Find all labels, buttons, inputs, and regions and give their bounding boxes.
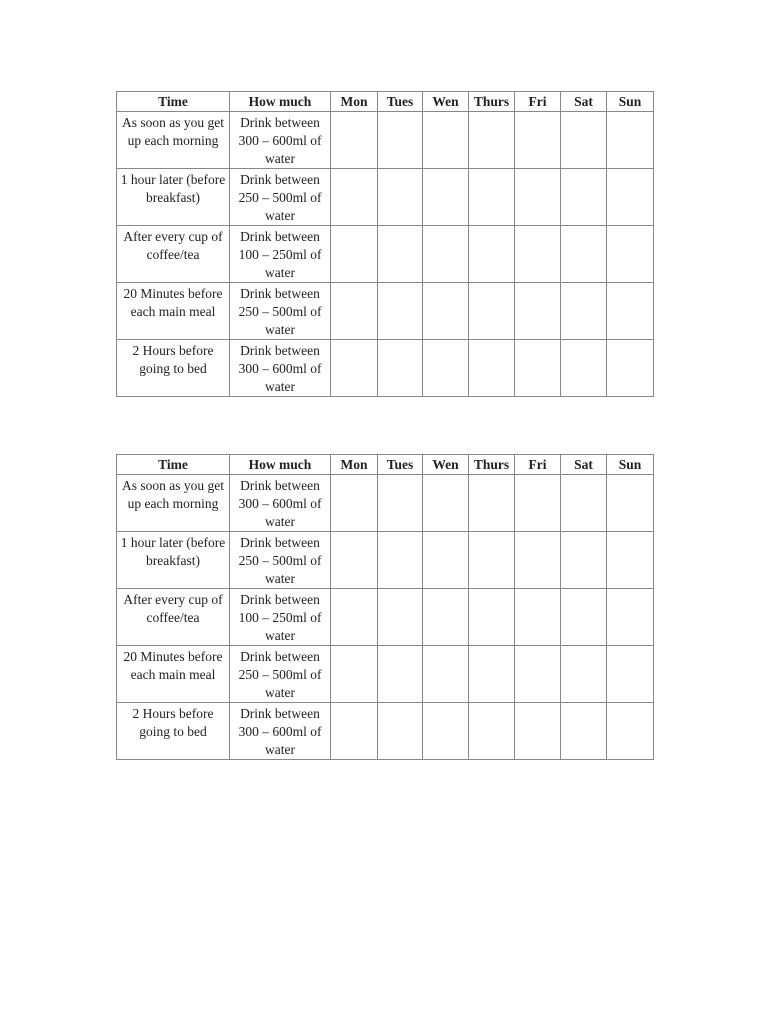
table-row [117,283,654,340]
time-cell: 20 Minutes before each main meal [117,283,230,340]
fri-cell [515,226,561,283]
sun-cell [607,646,654,703]
table-row [117,589,654,646]
header-sun: Sun [607,455,654,475]
mon-cell [331,646,378,703]
header-fri: Fri [515,92,561,112]
thurs-cell [469,646,515,703]
sun-cell [607,283,654,340]
fri-cell [515,169,561,226]
header-tues: Tues [378,92,423,112]
sun-cell [607,589,654,646]
tues-cell [378,340,423,397]
thurs-cell [469,589,515,646]
sat-cell [561,703,607,760]
fri-cell [515,475,561,532]
mon-cell [331,112,378,169]
time-cell: After every cup of coffee/tea [117,589,230,646]
mon-cell [331,340,378,397]
time-cell: 1 hour later (before breakfast) [117,532,230,589]
time-cell: 2 Hours before going to bed [117,340,230,397]
amount-cell: Drink between 250 – 500ml of water [230,646,331,703]
sat-cell [561,226,607,283]
table-row [117,532,654,589]
thurs-cell [469,340,515,397]
header-time: Time [117,455,230,475]
table-row [117,703,654,760]
mon-cell [331,589,378,646]
amount-cell: Drink between 250 – 500ml of water [230,532,331,589]
header-thurs: Thurs [469,455,515,475]
sun-cell [607,112,654,169]
wen-cell [423,340,469,397]
thurs-cell [469,283,515,340]
header-row [117,455,654,475]
tues-cell [378,703,423,760]
wen-cell [423,589,469,646]
fri-cell [515,589,561,646]
wen-cell [423,703,469,760]
mon-cell [331,283,378,340]
wen-cell [423,532,469,589]
header-wen: Wen [423,455,469,475]
thurs-cell [469,226,515,283]
sat-cell [561,112,607,169]
header-wen: Wen [423,92,469,112]
time-cell: 20 Minutes before each main meal [117,646,230,703]
table-row [117,226,654,283]
mon-cell [331,532,378,589]
header-thurs: Thurs [469,92,515,112]
fri-cell [515,340,561,397]
sun-cell [607,226,654,283]
sat-cell [561,340,607,397]
time-cell: As soon as you get up each morning [117,475,230,532]
amount-cell: Drink between 100 – 250ml of water [230,226,331,283]
wen-cell [423,226,469,283]
table-row [117,475,654,532]
header-how-much: How much [230,92,331,112]
time-cell: After every cup of coffee/tea [117,226,230,283]
header-how-much: How much [230,455,331,475]
thurs-cell [469,169,515,226]
header-sat: Sat [561,455,607,475]
tues-cell [378,589,423,646]
table-row [117,112,654,169]
header-mon: Mon [331,92,378,112]
amount-cell: Drink between 300 – 600ml of water [230,475,331,532]
mon-cell [331,475,378,532]
tues-cell [378,646,423,703]
fri-cell [515,703,561,760]
amount-cell: Drink between 300 – 600ml of water [230,703,331,760]
header-row [117,92,654,112]
tues-cell [378,475,423,532]
sun-cell [607,169,654,226]
time-cell: As soon as you get up each morning [117,112,230,169]
sat-cell [561,283,607,340]
amount-cell: Drink between 250 – 500ml of water [230,283,331,340]
time-cell: 2 Hours before going to bed [117,703,230,760]
mon-cell [331,703,378,760]
table-row [117,340,654,397]
table-row [117,646,654,703]
header-time: Time [117,92,230,112]
thurs-cell [469,703,515,760]
fri-cell [515,532,561,589]
sat-cell [561,532,607,589]
sat-cell [561,589,607,646]
mon-cell [331,169,378,226]
header-tues: Tues [378,455,423,475]
header-mon: Mon [331,455,378,475]
water-schedule-table-2 [116,454,654,760]
sat-cell [561,475,607,532]
tues-cell [378,112,423,169]
thurs-cell [469,532,515,589]
thurs-cell [469,112,515,169]
header-fri: Fri [515,455,561,475]
sun-cell [607,703,654,760]
wen-cell [423,475,469,532]
amount-cell: Drink between 300 – 600ml of water [230,340,331,397]
table-row [117,169,654,226]
tues-cell [378,283,423,340]
header-sat: Sat [561,92,607,112]
time-cell: 1 hour later (before breakfast) [117,169,230,226]
wen-cell [423,112,469,169]
wen-cell [423,169,469,226]
sun-cell [607,532,654,589]
wen-cell [423,283,469,340]
fri-cell [515,112,561,169]
fri-cell [515,646,561,703]
water-schedule-table-1 [116,91,654,397]
tues-cell [378,226,423,283]
header-sun: Sun [607,92,654,112]
tues-cell [378,169,423,226]
wen-cell [423,646,469,703]
sun-cell [607,340,654,397]
amount-cell: Drink between 250 – 500ml of water [230,169,331,226]
sun-cell [607,475,654,532]
amount-cell: Drink between 300 – 600ml of water [230,112,331,169]
amount-cell: Drink between 100 – 250ml of water [230,589,331,646]
thurs-cell [469,475,515,532]
sat-cell [561,646,607,703]
sat-cell [561,169,607,226]
tues-cell [378,532,423,589]
fri-cell [515,283,561,340]
mon-cell [331,226,378,283]
